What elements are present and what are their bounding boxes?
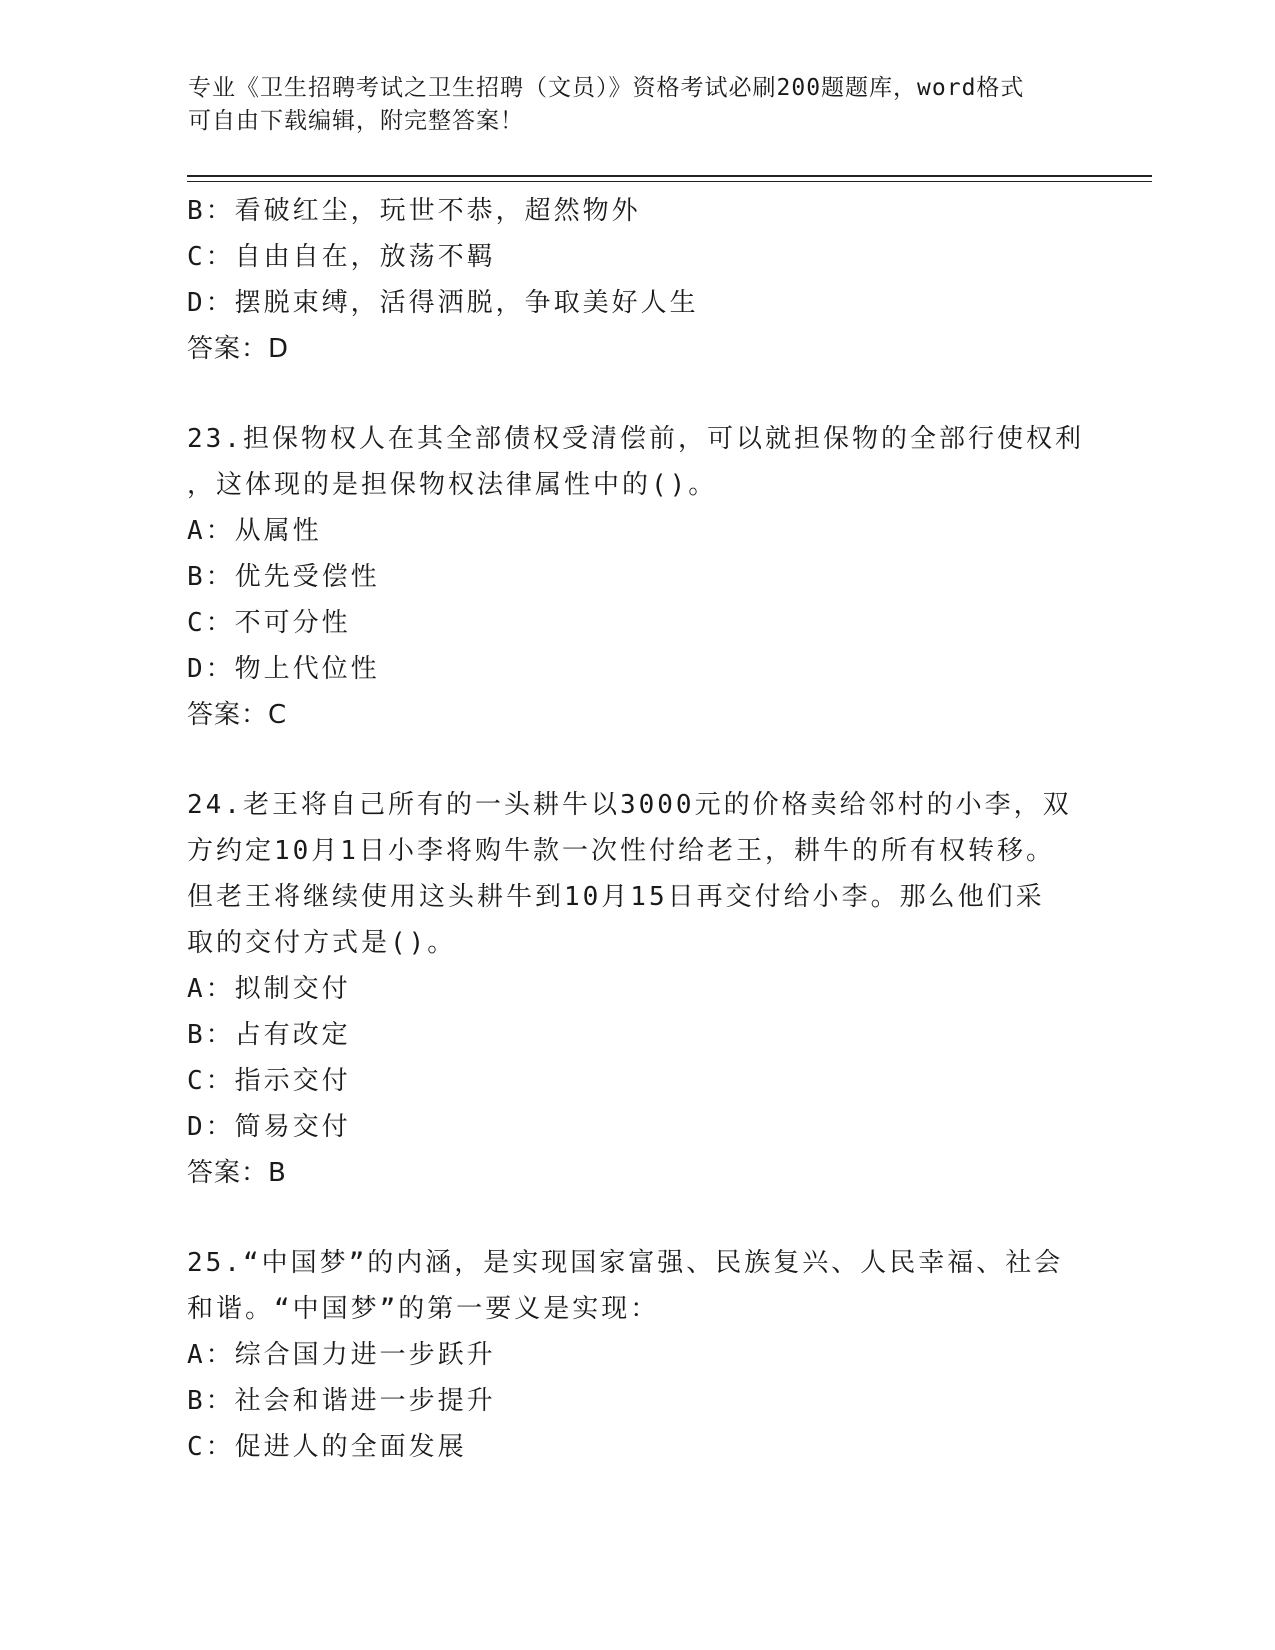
question-stem-line: 24.老王将自己所有的一头耕牛以3000元的价格卖给邻村的小李，双 xyxy=(187,790,1072,820)
option-d: D：物上代位性 xyxy=(187,654,380,684)
spacer xyxy=(187,738,1077,782)
answer-line: 答案：B xyxy=(187,1158,287,1188)
option-b: B：占有改定 xyxy=(187,1020,351,1050)
option-c: C：促进人的全面发展 xyxy=(187,1432,467,1462)
option-b: B：社会和谐进一步提升 xyxy=(187,1386,496,1416)
question-stem-line: 但老王将继续使用这头耕牛到10月15日再交付给小李。那么他们采 xyxy=(187,882,1045,912)
option-b: B：优先受偿性 xyxy=(187,562,380,592)
question-23 xyxy=(187,416,1084,738)
option-c: C：指示交付 xyxy=(187,1066,351,1096)
answer-line: 答案：D xyxy=(187,334,290,364)
question-stem-line: 方约定10月1日小李将购牛款一次性付给老王，耕牛的所有权转移。 xyxy=(187,836,1055,866)
header-divider-thick xyxy=(187,175,1152,177)
option-b: B：看破红尘，玩世不恭，超然物外 xyxy=(187,196,641,226)
question-24 xyxy=(187,782,1077,1196)
question-stem-line: 和谐。“中国梦”的第一要义是实现： xyxy=(187,1294,660,1324)
document-header xyxy=(188,72,1088,138)
question-stem-line: 23.担保物权人在其全部债权受清偿前，可以就担保物的全部行使权利 xyxy=(187,424,1084,454)
question-content xyxy=(187,188,1084,1470)
option-a: A：拟制交付 xyxy=(187,974,351,1004)
header-divider-thin xyxy=(187,181,1152,182)
header-line-1: 专业《卫生招聘考试之卫生招聘（文员）》资格考试必刷200题题库，word格式 xyxy=(188,75,1025,101)
question-stem-line: 取的交付方式是()。 xyxy=(187,928,457,958)
question-stem-line: 25.“中国梦”的内涵，是实现国家富强、民族复兴、人民幸福、社会 xyxy=(187,1248,1064,1278)
spacer xyxy=(187,372,1077,416)
option-c: C：自由自在，放荡不羁 xyxy=(187,242,496,272)
question-25 xyxy=(187,1240,1077,1470)
question-stem-line: ，这体现的是担保物权法律属性中的()。 xyxy=(187,470,718,500)
spacer xyxy=(187,1196,1077,1240)
question-22-tail xyxy=(187,188,1077,372)
option-d: D：摆脱束缚，活得洒脱，争取美好人生 xyxy=(187,288,699,318)
option-a: A：从属性 xyxy=(187,516,322,546)
option-a: A：综合国力进一步跃升 xyxy=(187,1340,496,1370)
option-d: D：简易交付 xyxy=(187,1112,351,1142)
option-c: C：不可分性 xyxy=(187,608,351,638)
header-line-2: 可自由下载编辑，附完整答案！ xyxy=(188,108,524,134)
answer-line: 答案：C xyxy=(187,700,288,730)
